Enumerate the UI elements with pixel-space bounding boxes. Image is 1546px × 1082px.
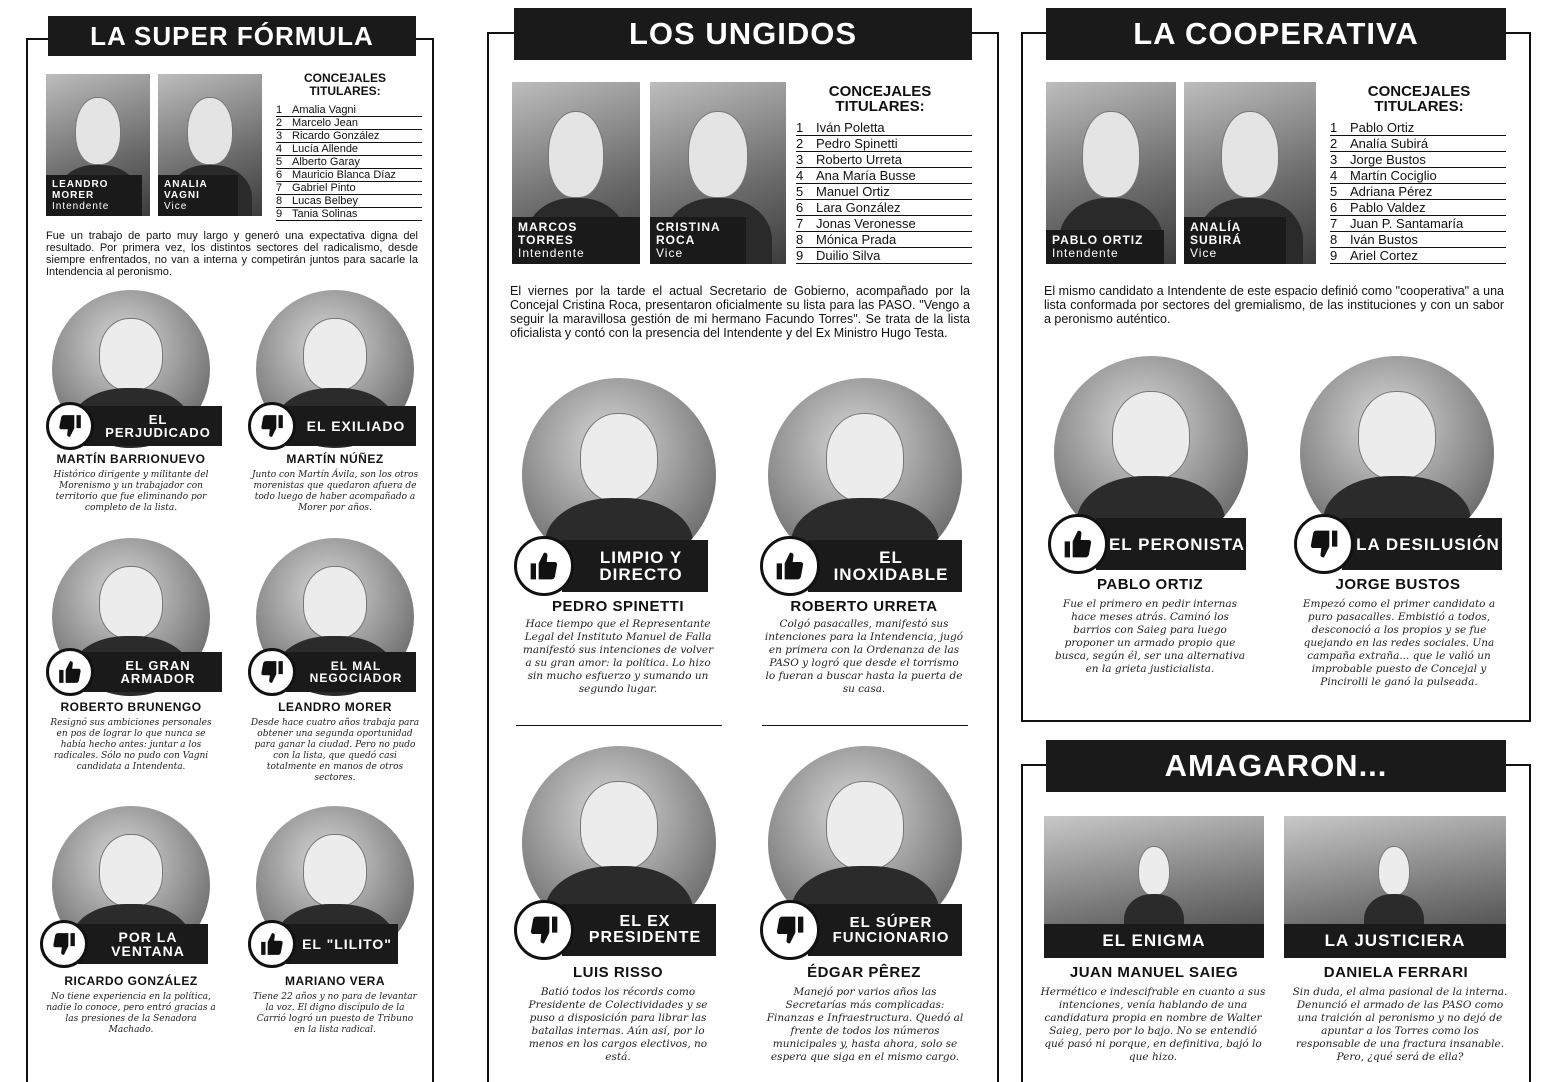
profile-name: ROBERTO URRETA <box>790 598 938 615</box>
candidate-name: LEANDRO MORER <box>52 179 109 201</box>
candidate-photo <box>512 82 640 264</box>
list-name: Mónica Prada <box>816 232 897 247</box>
profile-desc: Colgó pasacalles, manifestó sus intenciones para la Intendencia, jugó en primera con la Ordenanza de las PASO y logró que desde el torrismo lo fueran a buscar hasta la puerta de su casa. <box>764 618 964 695</box>
candidate-name: PABLO ORTIZ <box>1052 233 1144 247</box>
profile-desc: Hermético e indescifrable en cuanto a sus intenciones, venía hablando de una candidatura propia en nombre de Walter Saieg, pero por lo bajo. No se entendió qué pasó ni porque, en definitiva, bajó lo que hizo. <box>1040 986 1266 1063</box>
section-intro: Fue un trabajo de parto muy largo y generó una expectativa digna del resultado. Por primera vez, los distintos sectores del radicalismo, desde siempre enfrentados, no van a interna y competirán juntos para sacarle la Intendencia al peronismo. <box>46 230 418 278</box>
list-item <box>796 168 972 184</box>
list-number: 5 <box>1330 184 1338 199</box>
list-name: Jonas Veronesse <box>816 216 916 231</box>
candidate-name: CRISTINA ROCA <box>656 220 721 247</box>
profile-name: RICARDO GONZÁLEZ <box>64 974 198 988</box>
list-name: Iván Poletta <box>816 120 885 135</box>
profile-label: EL MAL NEGOCIADOR <box>286 652 416 692</box>
profile-name: DANIELA FERRARI <box>1323 964 1469 981</box>
profile-name: ÉDGAR PÊREZ <box>807 964 921 981</box>
list-number: 1 <box>1330 120 1338 135</box>
profile-name: ROBERTO BRUNENGO <box>60 700 202 714</box>
profile-badge <box>248 920 398 968</box>
list-name: Marcelo Jean <box>292 117 359 129</box>
profile-label: EL SÚPER FUNCIONARIO <box>808 904 962 956</box>
list-name: Ricardo González <box>292 130 380 142</box>
profile-desc: Empezó como el primer candidato a puro pasacalles. Embistió a todos, desconoció a los propios y se fue quejando en las redes sociales. Una campaña extraña... que le valió un improbable puesto de Concejal y Pincirolli le ganó la pulseada. <box>1302 598 1496 688</box>
list-name: Gabriel Pinto <box>292 182 356 194</box>
list-item <box>276 182 422 195</box>
candidate-photo <box>46 74 150 216</box>
divider <box>762 725 968 726</box>
list-item <box>276 104 422 117</box>
list-number: 7 <box>796 216 804 231</box>
list-name: Alberto Garay <box>292 156 360 168</box>
profile-desc: Junto con Martín Ávila, son los otros morenistas que quedaron afuera de todo luego de haber acompañado a Morer por años. <box>251 470 419 513</box>
list-number: 3 <box>276 130 283 142</box>
list-name: Ariel Cortez <box>1350 248 1418 263</box>
candidate-name: ANALIA VAGNI <box>164 179 208 201</box>
profile-label: EL PERJUDICADO <box>84 406 222 446</box>
candidate-photo <box>650 82 786 264</box>
list-number: 2 <box>276 117 283 129</box>
thumbs-down-icon <box>248 402 296 450</box>
titulares-list <box>276 104 422 221</box>
list-item <box>1330 184 1506 200</box>
list-number: 3 <box>1330 152 1338 167</box>
candidate-caption <box>46 175 142 216</box>
profile-badge <box>514 900 716 960</box>
list-name: Juan P. Santamaría <box>1350 216 1464 231</box>
list-number: 5 <box>796 184 804 199</box>
thumbs-down-icon <box>248 648 296 696</box>
list-item <box>796 248 972 264</box>
profile-desc: Fue el primero en pedir internas hace meses atrás. Caminó los barrios con Saieg para luego proponer un armado propio que busca, según él, ser una alternativa en la grieta justicialista. <box>1054 598 1246 675</box>
profile-badge <box>46 402 222 450</box>
list-item <box>276 208 422 221</box>
list-number: 3 <box>796 152 804 167</box>
list-number: 9 <box>276 208 283 220</box>
profile-desc: Resignó sus ambiciones personales en pos de lograr lo que nunca se había hecho antes: juntar a los radicales. Sólo no pudo con Vagni candidata a Intendenta. <box>50 718 212 772</box>
profile-desc: Sin duda, el alma pasional de la interna. Denunció el armado de las PASO como una traición al peronismo y no dejó de apuntar a los Torres como los responsable de una fractura insanable. Pero, ¿qué será de ella? <box>1292 986 1508 1063</box>
section-intro: El viernes por la tarde el actual Secretario de Gobierno, acompañado por la Concejal Cristina Roca, presentaron oficialmente su lista para las PASO. "Vengo a seguir la maravillosa gestión de mi hermano Facundo Torres". Se trata de la lista oficialista y contó con la presencia del Intendente y del Ex Ministro Hugo Testa. <box>510 284 970 340</box>
candidate-role: Vice <box>1190 246 1218 260</box>
section-title: LA SUPER FÓRMULA <box>48 16 416 56</box>
list-number: 9 <box>1330 248 1338 263</box>
list-item <box>1330 136 1506 152</box>
profile-label: EL ENIGMA <box>1044 924 1264 958</box>
profile-name: LUIS RISSO <box>572 964 663 981</box>
profile-label: POR LA VENTANA <box>78 924 208 964</box>
profile-badge <box>248 402 416 450</box>
titulares-heading: CONCEJALES TITULARES: <box>1367 83 1471 115</box>
profile-name: MARTÍN NÚÑEZ <box>286 452 384 466</box>
titulares-list <box>1330 120 1506 264</box>
list-item <box>276 169 422 182</box>
profile-desc: No tiene experiencia en la política, nadie lo conoce, pero entró gracias a las presiones de la Senadora Machado. <box>46 992 216 1035</box>
list-name: Jorge Bustos <box>1350 152 1426 167</box>
thumbs-down-icon <box>760 900 820 960</box>
list-name: Pedro Spinetti <box>816 136 898 151</box>
profile-label: EL GRAN ARMADOR <box>84 652 222 692</box>
list-item <box>1330 120 1506 136</box>
list-name: Lucas Belbey <box>292 195 359 207</box>
profile-label: LA DESILUSIÓN <box>1342 518 1502 570</box>
candidate-photo <box>1046 82 1176 264</box>
list-number: 4 <box>276 143 283 155</box>
profile-label: EL INOXIDABLE <box>808 540 962 592</box>
list-number: 1 <box>796 120 804 135</box>
candidate-caption <box>1184 217 1286 264</box>
list-number: 6 <box>1330 200 1338 215</box>
list-item <box>796 232 972 248</box>
profile-desc: Desde hace cuatro años trabaja para obtener una segunda oportunidad para ganar la ciudad. Pero no pudo con la lista, que quedó casi totalmente en manos de otros sectores. <box>250 718 420 783</box>
list-number: 7 <box>1330 216 1338 231</box>
list-name: Pablo Ortiz <box>1350 120 1415 135</box>
titulares-heading: CONCEJALES TITULARES: <box>303 71 386 98</box>
list-item <box>796 184 972 200</box>
candidate-role: Vice <box>164 201 188 212</box>
profile-label: LA JUSTICIERA <box>1284 924 1506 958</box>
profile-badge <box>1294 514 1502 574</box>
list-name: Manuel Ortiz <box>816 184 890 199</box>
list-number: 6 <box>796 200 804 215</box>
thumbs-up-icon <box>46 648 94 696</box>
profile-name: PABLO ORTIZ <box>1096 576 1204 593</box>
profile-badge <box>760 900 962 960</box>
thumbs-up-icon <box>514 536 574 596</box>
list-item <box>1330 248 1506 264</box>
thumbs-down-icon <box>40 920 88 968</box>
profile-label: EL "LILITO" <box>286 924 398 964</box>
list-item <box>796 136 972 152</box>
candidate-role: Intendente <box>518 246 585 260</box>
list-number: 2 <box>796 136 804 151</box>
profile-badge <box>248 648 416 696</box>
divider <box>516 725 722 726</box>
profile-desc: Manejó por varios años las Secretarías más complicadas: Finanzas e Infraestructura. Quedó al frente de todos los números municipales y, hasta ahora, solo se espera que siga en el mismo cargo. <box>766 986 964 1063</box>
section-title: AMAGARON... <box>1046 740 1506 792</box>
profile-name: MARTÍN BARRIONUEVO <box>56 452 206 466</box>
profile-name: JORGE BUSTOS <box>1335 576 1461 593</box>
profile-desc: Batió todos los récords como Presidente de Colectividades y se puso a disposición para librar las batallas internas. Aún así, por lo menos en los cargos electivos, no está. <box>528 986 708 1063</box>
list-item <box>1330 168 1506 184</box>
profile-badge <box>40 920 208 968</box>
list-number: 8 <box>1330 232 1338 247</box>
titulares-heading: CONCEJALES TITULARES: <box>828 83 932 115</box>
thumbs-down-icon <box>514 900 574 960</box>
list-number: 8 <box>276 195 283 207</box>
list-number: 6 <box>276 169 283 181</box>
list-name: Roberto Urreta <box>816 152 902 167</box>
list-name: Mauricio Blanca Díaz <box>292 169 396 181</box>
list-name: Ana María Busse <box>816 168 916 183</box>
list-name: Tania Solinas <box>292 208 358 220</box>
list-number: 9 <box>796 248 804 263</box>
candidate-role: Intendente <box>52 201 110 212</box>
list-name: Analía Subirá <box>1350 136 1429 151</box>
list-number: 5 <box>276 156 283 168</box>
profile-label: EL EXILIADO <box>286 406 416 446</box>
list-item <box>276 130 422 143</box>
list-name: Iván Bustos <box>1350 232 1418 247</box>
candidate-photo <box>1184 82 1316 264</box>
list-name: Martín Cociglio <box>1350 168 1437 183</box>
profile-name: PEDRO SPINETTI <box>551 598 685 615</box>
list-number: 2 <box>1330 136 1338 151</box>
list-item <box>1330 216 1506 232</box>
thumbs-down-icon <box>46 402 94 450</box>
candidate-caption <box>512 217 640 264</box>
profile-badge <box>46 648 222 696</box>
section-title: LA COOPERATIVA <box>1046 8 1506 60</box>
profile-desc: Hace tiempo que el Representante Legal del Instituto Manuel de Falla manifestó sus intenciones de volver a su gran amor: la política. Lo hizo sin mucho esfuerzo y sumando un segundo lugar. <box>522 618 714 695</box>
list-item <box>276 117 422 130</box>
profile-label: EL EX PRESIDENTE <box>562 904 716 956</box>
profile-desc: Histórico dirigente y militante del Morenismo y un trabajador con territorio que fue eliminando por completo de la lista. <box>53 470 209 513</box>
candidate-caption <box>158 175 238 216</box>
list-number: 8 <box>796 232 804 247</box>
list-item <box>1330 232 1506 248</box>
list-number: 4 <box>796 168 804 183</box>
thumbs-up-icon <box>760 536 820 596</box>
list-number: 7 <box>276 182 283 194</box>
profile-desc: Tiene 22 años y no para de levantar la voz. El digno discípulo de la Carrió logró un puesto de Tribuno en la lista radical. <box>253 992 417 1035</box>
list-item <box>796 152 972 168</box>
section-intro: El mismo candidato a Intendente de este espacio definió como "cooperativa" a una lista conformada por sectores del gremialismo, de las instituciones y con un sabor a peronismo auténtico. <box>1044 284 1504 326</box>
candidate-role: Vice <box>656 246 684 260</box>
list-item <box>1330 152 1506 168</box>
profile-badge <box>514 536 708 596</box>
thumbs-up-icon <box>248 920 296 968</box>
profile-name: JUAN MANUEL SAIEG <box>1069 964 1239 981</box>
thumbs-down-icon <box>1294 514 1354 574</box>
list-name: Lara González <box>816 200 901 215</box>
list-name: Amalia Vagni <box>292 104 356 116</box>
profile-badge <box>1048 514 1246 574</box>
candidate-role: Intendente <box>1052 246 1119 260</box>
candidate-caption <box>1046 230 1164 264</box>
list-name: Pablo Valdez <box>1350 200 1426 215</box>
profile-badge <box>760 536 962 596</box>
list-item <box>276 143 422 156</box>
list-item <box>1330 200 1506 216</box>
profile-label: EL PERONISTA <box>1096 518 1246 570</box>
list-item <box>796 200 972 216</box>
candidate-name: MARCOS TORRES <box>518 220 578 247</box>
candidate-name: ANALÍA SUBIRÁ <box>1190 220 1243 247</box>
list-item <box>796 120 972 136</box>
profile-name: MARIANO VERA <box>284 974 385 988</box>
list-number: 1 <box>276 104 283 116</box>
list-item <box>796 216 972 232</box>
candidate-photo <box>158 74 262 216</box>
list-name: Duilio Silva <box>816 248 881 263</box>
list-item <box>276 195 422 208</box>
thumbs-up-icon <box>1048 514 1108 574</box>
section-title: LOS UNGIDOS <box>514 8 972 60</box>
candidate-caption <box>650 217 746 264</box>
list-name: Lucía Allende <box>292 143 359 155</box>
profile-label: LIMPIO Y DIRECTO <box>562 540 708 592</box>
list-name: Adriana Pérez <box>1350 184 1433 199</box>
titulares-list <box>796 120 972 264</box>
list-item <box>276 156 422 169</box>
profile-name: LEANDRO MORER <box>278 700 392 714</box>
list-number: 4 <box>1330 168 1338 183</box>
